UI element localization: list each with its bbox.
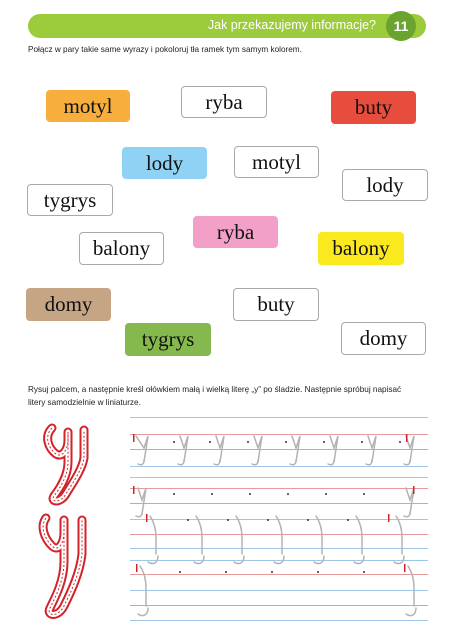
word-card[interactable]: balony [318,232,404,265]
word-card[interactable]: tygrys [125,323,211,356]
word-card[interactable]: ryba [193,216,278,248]
word-card[interactable]: tygrys [27,184,113,216]
model-lowercase-y-letter [38,418,104,508]
guide-line [130,417,428,418]
tracing-row-4 [130,560,430,622]
exercise2-instruction-line2: litery samodzielnie w liniaturze. [28,398,141,407]
word-card[interactable]: buty [233,288,319,321]
tracing-row-1 [130,430,430,470]
exercise2-instruction [28,383,438,409]
model-uppercase-y-letter [34,510,104,622]
page-number: 11 [386,11,416,41]
word-card[interactable]: domy [341,322,426,355]
guide-line [130,477,428,478]
word-card[interactable]: ryba [181,86,267,118]
header-bar [28,14,426,38]
word-card[interactable]: balony [79,232,164,265]
word-card[interactable]: lody [342,169,428,201]
word-card[interactable]: domy [26,288,111,321]
word-card[interactable]: lody [122,147,207,179]
header-title: Jak przekazujemy informacje? [207,18,376,32]
word-card[interactable]: motyl [234,146,319,178]
exercise1-instruction: Połącz w pary takie same wyrazy i pokoloruj tła ramek tym samym kolorem. [28,45,302,54]
word-card[interactable]: buty [331,91,416,124]
exercise2-instruction-line1: Rysuj palcem, a następnie kreśl ołówkiem małą i wielką literę „y” po śladzie. Następnie spróbuj napisać [28,385,402,394]
word-card[interactable]: motyl [46,90,130,122]
